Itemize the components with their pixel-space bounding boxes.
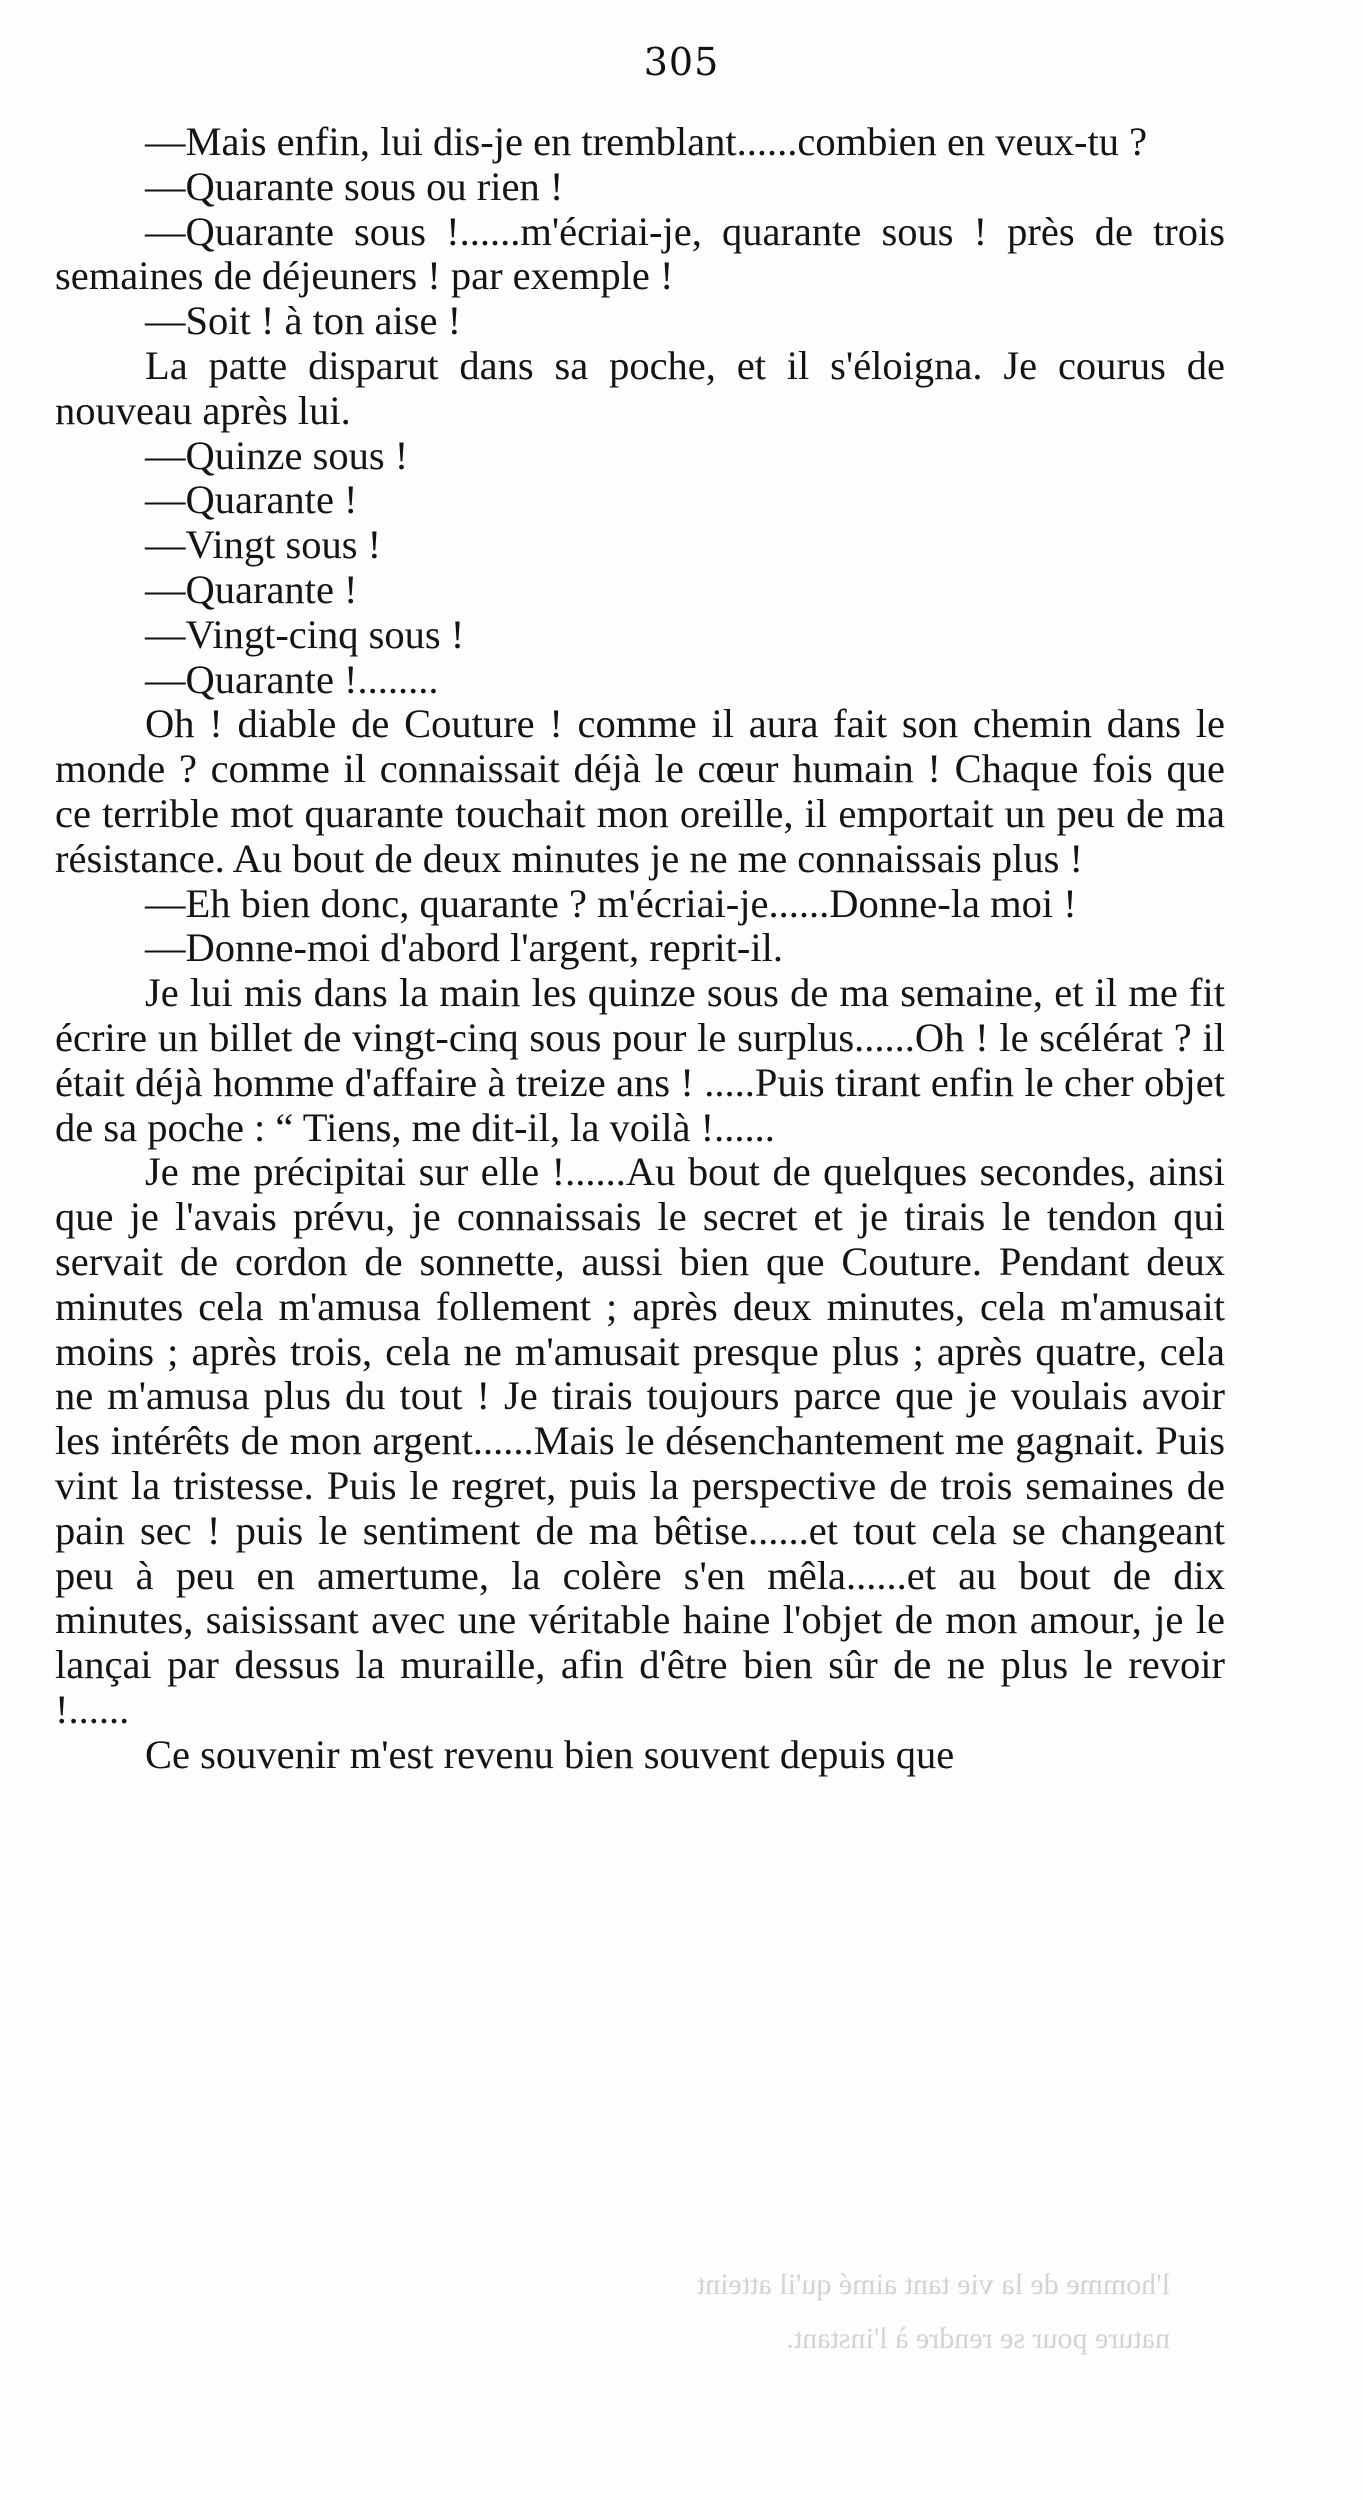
bleed-through-line: nature pour se rendre à l'instant. [786,2322,1170,2355]
paragraph: —Quinze sous ! [145,432,409,478]
page-number: 305 [643,40,720,84]
paragraph: —Quarante !........ [145,656,439,702]
paragraph: —Mais enfin, lui dis-je en tremblant......combien en veux-tu ? [145,119,1148,164]
paragraph: Ce souvenir m'est revenu bien souvent depuis que [145,1731,955,1777]
paragraph: —Eh bien donc, quarante ? m'écriai-je......Donne-la moi ! [145,880,1077,926]
paragraph: Oh ! diable de Couture ! comme il aura fait son chemin dans le monde ? comme il connaissait déjà le cœur humain ! Chaque fois que ce terrible mot quarante touchait mon oreille, il emportait un peu de ma résistance. Au bout de deux minutes je ne me connaissais plus ! [55,701,1225,881]
paragraph: Je me précipitai sur elle !......Au bout de quelques secondes, ainsi que je l'avais prévu, je connaissais le secret et je tirais le tendon qui servait de cordon de sonnette, aussi bien que Couture. Pendant deux minutes cela m'amusa follement ; après deux minutes, cela m'amusait moins ; après trois, cela ne m'amusait presque plus ; après quatre, cela ne m'amusa plus du tout ! Je tirais toujours parce que je voulais avoir les intérêts de mon argent......Mais le désenchantement me gagnait. Puis vint la tristesse. Puis le regret, puis la perspective de trois semaines de pain sec ! puis le sentiment de ma bêtise......et tout cela se changeant peu à peu en amertume, la colère s'en mêla......et au bout de dix minutes, saisissant avec une véritable haine l'objet de mon amour, je le lançai par dessus la muraille, afin d'être bien sûr de ne plus le revoir !...... [55,1149,1225,1732]
paragraph: —Quarante sous !......m'écriai-je, quarante sous ! près de trois semaines de déjeuners ! par exemple ! [55,208,1225,299]
paragraph: Je lui mis dans la main les quinze sous de ma semaine, et il me fit écrire un billet de vingt-cinq sous pour le surplus......Oh ! le scélérat ? il était déjà homme d'affaire à treize ans ! .....Puis tirant enfin le cher objet de sa poche : “ Tiens, me dit-il, la voilà !...... [55,970,1225,1150]
paragraph: —Soit ! à ton aise ! [145,298,462,344]
paragraph: —Quarante sous ou rien ! [145,163,564,209]
body-text [55,120,1225,1777]
paragraph: —Vingt-cinq sous ! [145,611,465,657]
paragraph: —Donne-moi d'abord l'argent, reprit-il. [145,925,784,971]
paragraph: —Quarante ! [145,477,358,523]
paragraph: —Vingt sous ! [145,522,382,568]
paragraph: La patte disparut dans sa poche, et il s'éloigna. Je courus de nouveau après lui. [55,342,1225,433]
bleed-through-line: l'homme de la vie tant aimé qu'il atteint [696,2268,1170,2301]
paragraph: —Quarante ! [145,566,358,612]
